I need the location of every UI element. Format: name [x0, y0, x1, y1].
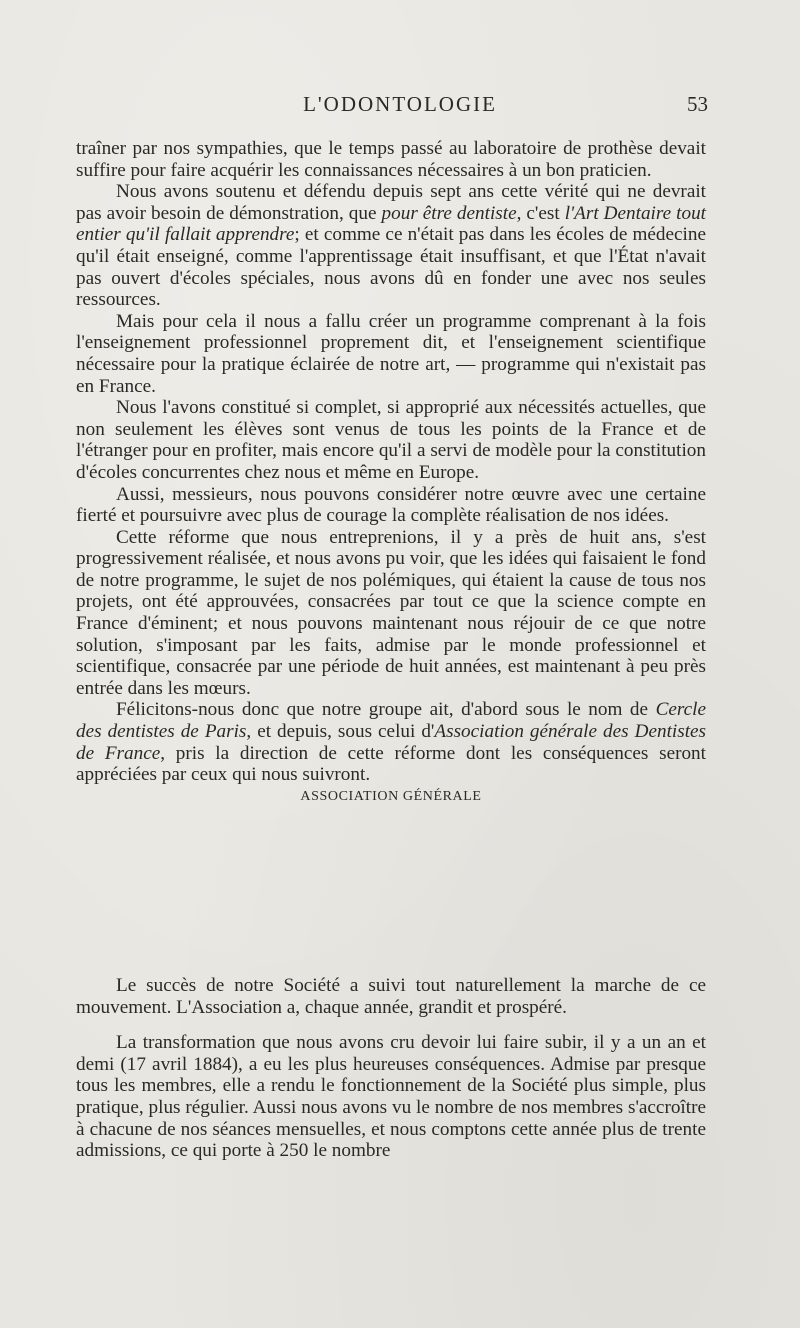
section-heading: ASSOCIATION GÉNÉRALE — [300, 788, 482, 804]
text-run: , et depuis, sous celui d' — [246, 721, 435, 743]
body-text — [76, 138, 706, 807]
text-run: ; et comme ce n'était pas dans les écoles de médecine qu'il était enseigné, comme l'apprentissage était insuffisant, et que l'État n'avait pas ouvert d'écoles spéciales, nous avons dû en fonder une avec nos seules ressources. — [76, 224, 706, 311]
paragraph: Aussi, messieurs, nous pouvons considérer notre œuvre avec une certaine fierté et poursuivre avec plus de courage la complète réalisation de nos idées. — [76, 483, 706, 527]
text-run: Félicitons-nous donc que notre groupe ait, d'abord sous le nom de — [116, 699, 656, 721]
paragraph: Mais pour cela il nous a fallu créer un programme comprenant à la fois l'enseignement professionnel proprement dit, et l'enseignement scientifique nécessaire pour la pratique éclairée de notre art, — programme qui n'existait pas en France. — [76, 310, 706, 397]
paragraph — [76, 699, 706, 785]
paragraph: Le succès de notre Société a suivi tout naturellement la marche de ce mouvement. L'Association a, chaque année, grandit et prospéré. — [76, 975, 706, 1018]
text-run: , c'est — [516, 202, 565, 224]
italic-phrase: pour être dentiste — [381, 202, 517, 224]
text-run: , pris la direction de cette réforme dont les conséquences seront appréciées par ceux qui nous suivront. — [76, 742, 706, 786]
italic-phrase: Association générale des Dentistes de France — [76, 721, 707, 764]
paragraph: Nous l'avons constitué si complet, si approprié aux nécessités actuelles, que non seulement les élèves sont venus de tous les points de la France et de l'étranger pour en profiter, mais encore qu'il a servi de modèle pour la constitution d'écoles concurrentes chez nous et même en Europe. — [76, 397, 706, 483]
paragraph — [76, 181, 706, 311]
page-number: 53 — [687, 92, 708, 116]
paragraph: Cette réforme que nous entreprenions, il y a près de huit ans, s'est progressivement réalisée, et nous avons pu voir, que les idées qui faisaient le fond de notre programme, le sujet de nos polémiques, qui étaient la cause de tous nos projets, ont été approuvées, consacrées par tout ce que la science compte en France d'éminent; et nous pouvons maintenant nous réjouir de ce que notre solution, s'imposant par les faits, admise par le monde professionnel et scientifique, consacrée par une période de huit années, est maintenant à peu près entrée dans les mœurs. — [76, 526, 706, 699]
running-head — [0, 92, 800, 122]
paragraph-continuation: traîner par nos sympathies, que le temps passé au laboratoire de prothèse devait suffire pour faire acquérir les connaissances nécessaires à un bon praticien. — [76, 138, 706, 181]
italic-phrase: Cercle des dentistes de Paris — [76, 699, 706, 743]
section-text — [76, 975, 706, 1162]
paragraph: La transformation que nous avons cru devoir lui faire subir, il y a un an et demi (17 avril 1884), a eu les plus heureuses conséquences. Admise par presque tous les membres, elle a rendu le fonctionnement de la Société plus simple, plus pratique, plus régulier. Aussi nous avons vu le nombre de nos membres s'accroître à chacune de nos séances mensuelles, et nous comptons cette année plus de trente admissions, ce qui porte à 250 le nombre — [76, 1032, 706, 1162]
italic-phrase: l'Art Dentaire tout entier qu'il fallait apprendre — [76, 202, 707, 246]
running-title: L'ODONTOLOGIE — [303, 92, 497, 116]
text-run: Nous avons soutenu et défendu depuis sept ans cette vérité qui ne devrait pas avoir besoin de démonstration, que — [76, 181, 706, 224]
